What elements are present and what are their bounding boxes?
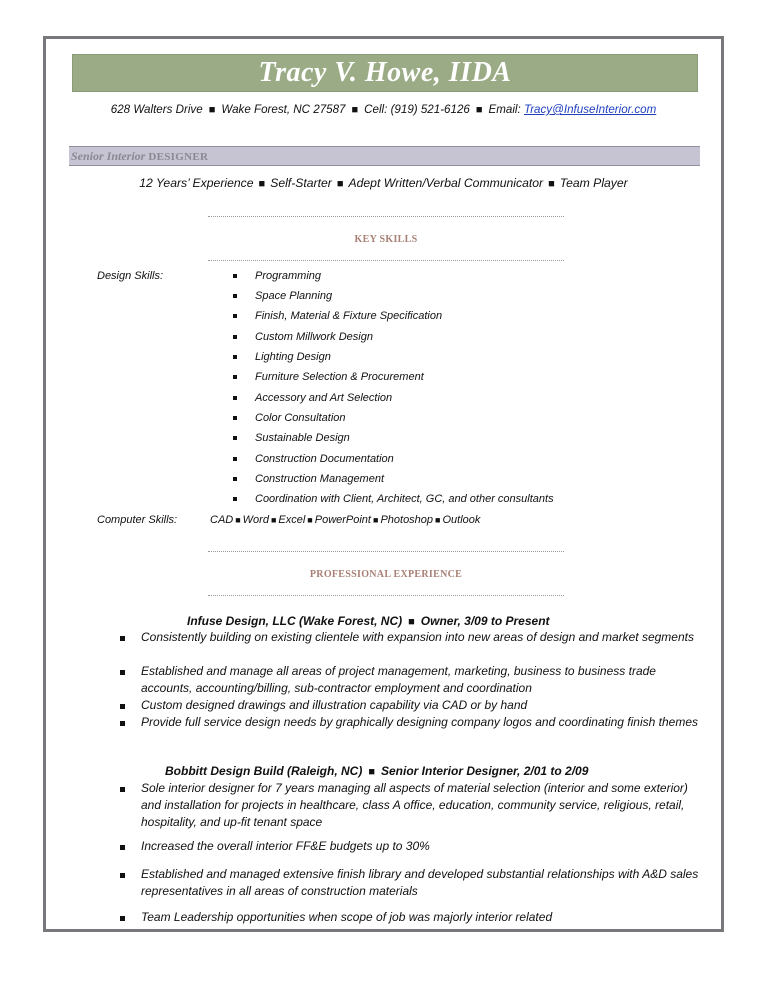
separator-icon: ■ [258, 178, 266, 190]
computer-skills-label: Computer Skills: [97, 514, 178, 526]
candidate-name: Tracy V. Howe, IIDA [258, 57, 512, 88]
separator-icon: ■ [235, 515, 241, 525]
computer-skill: Photoshop [380, 514, 434, 526]
experience-item: Consistently building on existing clientele with expansion into new areas of design and market segments [141, 630, 694, 644]
job-company: Bobbitt Design Build (Raleigh, NC) [165, 764, 363, 778]
computer-skill: Outlook [442, 514, 481, 526]
bullet-icon [120, 873, 125, 878]
job-company: Infuse Design, LLC (Wake Forest, NC) [187, 614, 403, 628]
experience-item: Provide full service design needs by graphically designing company logos and coordinating finish themes [141, 715, 698, 729]
design-skill: Finish, Material & Fixture Specification [255, 310, 443, 322]
separator-icon: ■ [208, 104, 216, 116]
separator-icon: ■ [435, 515, 441, 525]
city: Wake Forest, NC 27587 [221, 103, 346, 116]
role-title-caps: DESIGNER [148, 151, 209, 163]
bullet-icon [233, 457, 237, 461]
divider [208, 551, 564, 552]
contact-line [46, 103, 721, 116]
bullet-icon [233, 436, 237, 440]
separator-icon: ■ [408, 616, 415, 628]
role-title-italic: Senior Interior [71, 149, 146, 163]
bullet-icon [120, 636, 125, 641]
design-skill: Color Consultation [255, 412, 346, 424]
separator-icon: ■ [307, 515, 313, 525]
experience-heading: PROFESSIONAL EXPERIENCE [309, 569, 463, 580]
bullet-icon [120, 721, 125, 726]
bullet-icon [120, 845, 125, 850]
computer-skill: Word [242, 514, 269, 526]
design-skill: Sustainable Design [255, 432, 350, 444]
separator-icon: ■ [373, 515, 379, 525]
separator-icon: ■ [336, 178, 344, 190]
bullet-icon [233, 497, 237, 501]
address: 628 Walters Drive [110, 103, 203, 116]
design-skills-label: Design Skills: [97, 270, 164, 282]
design-skill: Custom Millwork Design [255, 331, 373, 343]
bullet-icon [233, 477, 237, 481]
divider [208, 260, 564, 261]
bullet-icon [233, 314, 237, 318]
role-title [71, 149, 208, 164]
tagline-item: Adept Written/Verbal Communicator [348, 176, 544, 190]
bullet-icon [233, 396, 237, 400]
bullet-icon [233, 375, 237, 379]
resume-page [43, 36, 724, 932]
design-skill: Programming [255, 270, 322, 282]
job-heading [187, 614, 550, 628]
job-title: Senior Interior Designer, 2/01 to 2/09 [380, 764, 589, 778]
tagline-item: 12 Years’ Experience [139, 176, 254, 190]
bullet-icon [233, 274, 237, 278]
separator-icon: ■ [475, 104, 483, 116]
experience-item: Custom designed drawings and illustration capability via CAD or by hand [141, 698, 528, 712]
experience-item: Established and manage all areas of project management, marketing, business to business trade accounts, accounting/billing, sub-contractor employment and coordination [141, 664, 656, 695]
computer-skills-list [210, 514, 480, 526]
design-skill: Lighting Design [255, 351, 331, 363]
tagline-item: Self-Starter [270, 176, 332, 190]
experience-item: Increased the overall interior FF&E budgets up to 30% [141, 839, 430, 853]
computer-skill: PowerPoint [314, 514, 371, 526]
job-heading [165, 764, 588, 778]
bullet-icon [233, 294, 237, 298]
design-skill: Furniture Selection & Procurement [255, 371, 424, 383]
bullet-icon [120, 787, 125, 792]
tagline-item: Team Player [559, 176, 628, 190]
bullet-icon [120, 704, 125, 709]
separator-icon: ■ [270, 515, 277, 525]
job-title: Owner, 3/09 to Present [420, 614, 550, 628]
email-link[interactable]: Tracy@InfuseInterior.com [523, 103, 657, 116]
bullet-icon [120, 670, 125, 675]
experience-item: Established and managed extensive finish library and developed substantial relationships with A&D sales representatives in all areas of construction materials [141, 867, 699, 898]
bullet-icon [120, 916, 125, 921]
divider [208, 216, 564, 217]
bullet-icon [233, 355, 237, 359]
experience-item: Team Leadership opportunities when scope of job was majorly interior related [141, 910, 553, 924]
separator-icon: ■ [548, 178, 555, 190]
design-skill: Construction Management [255, 473, 385, 485]
separator-icon: ■ [368, 766, 375, 778]
bullet-icon [233, 416, 237, 420]
tagline [46, 176, 721, 190]
design-skill: Construction Documentation [255, 453, 394, 465]
experience-item: Sole interior designer for 7 years managing all aspects of material selection (interior and some exterior) and installation for projects in healthcare, class A office, education, community service, religious, retail, hospitality, and up-fit tenant space [141, 781, 688, 829]
computer-skill: CAD [210, 514, 234, 526]
separator-icon: ■ [351, 104, 359, 116]
bullet-icon [233, 335, 237, 339]
role-bar [69, 146, 700, 166]
divider [208, 595, 564, 596]
design-skill: Accessory and Art Selection [255, 392, 393, 404]
name-banner [72, 54, 698, 92]
design-skill: Coordination with Client, Architect, GC, and other consultants [255, 493, 554, 505]
cell-phone: Cell: (919) 521-6126 [364, 103, 470, 116]
key-skills-heading: KEY SKILLS [354, 234, 418, 245]
design-skill: Space Planning [255, 290, 333, 302]
email-label: Email: [488, 103, 521, 116]
computer-skill: Excel [278, 514, 306, 526]
